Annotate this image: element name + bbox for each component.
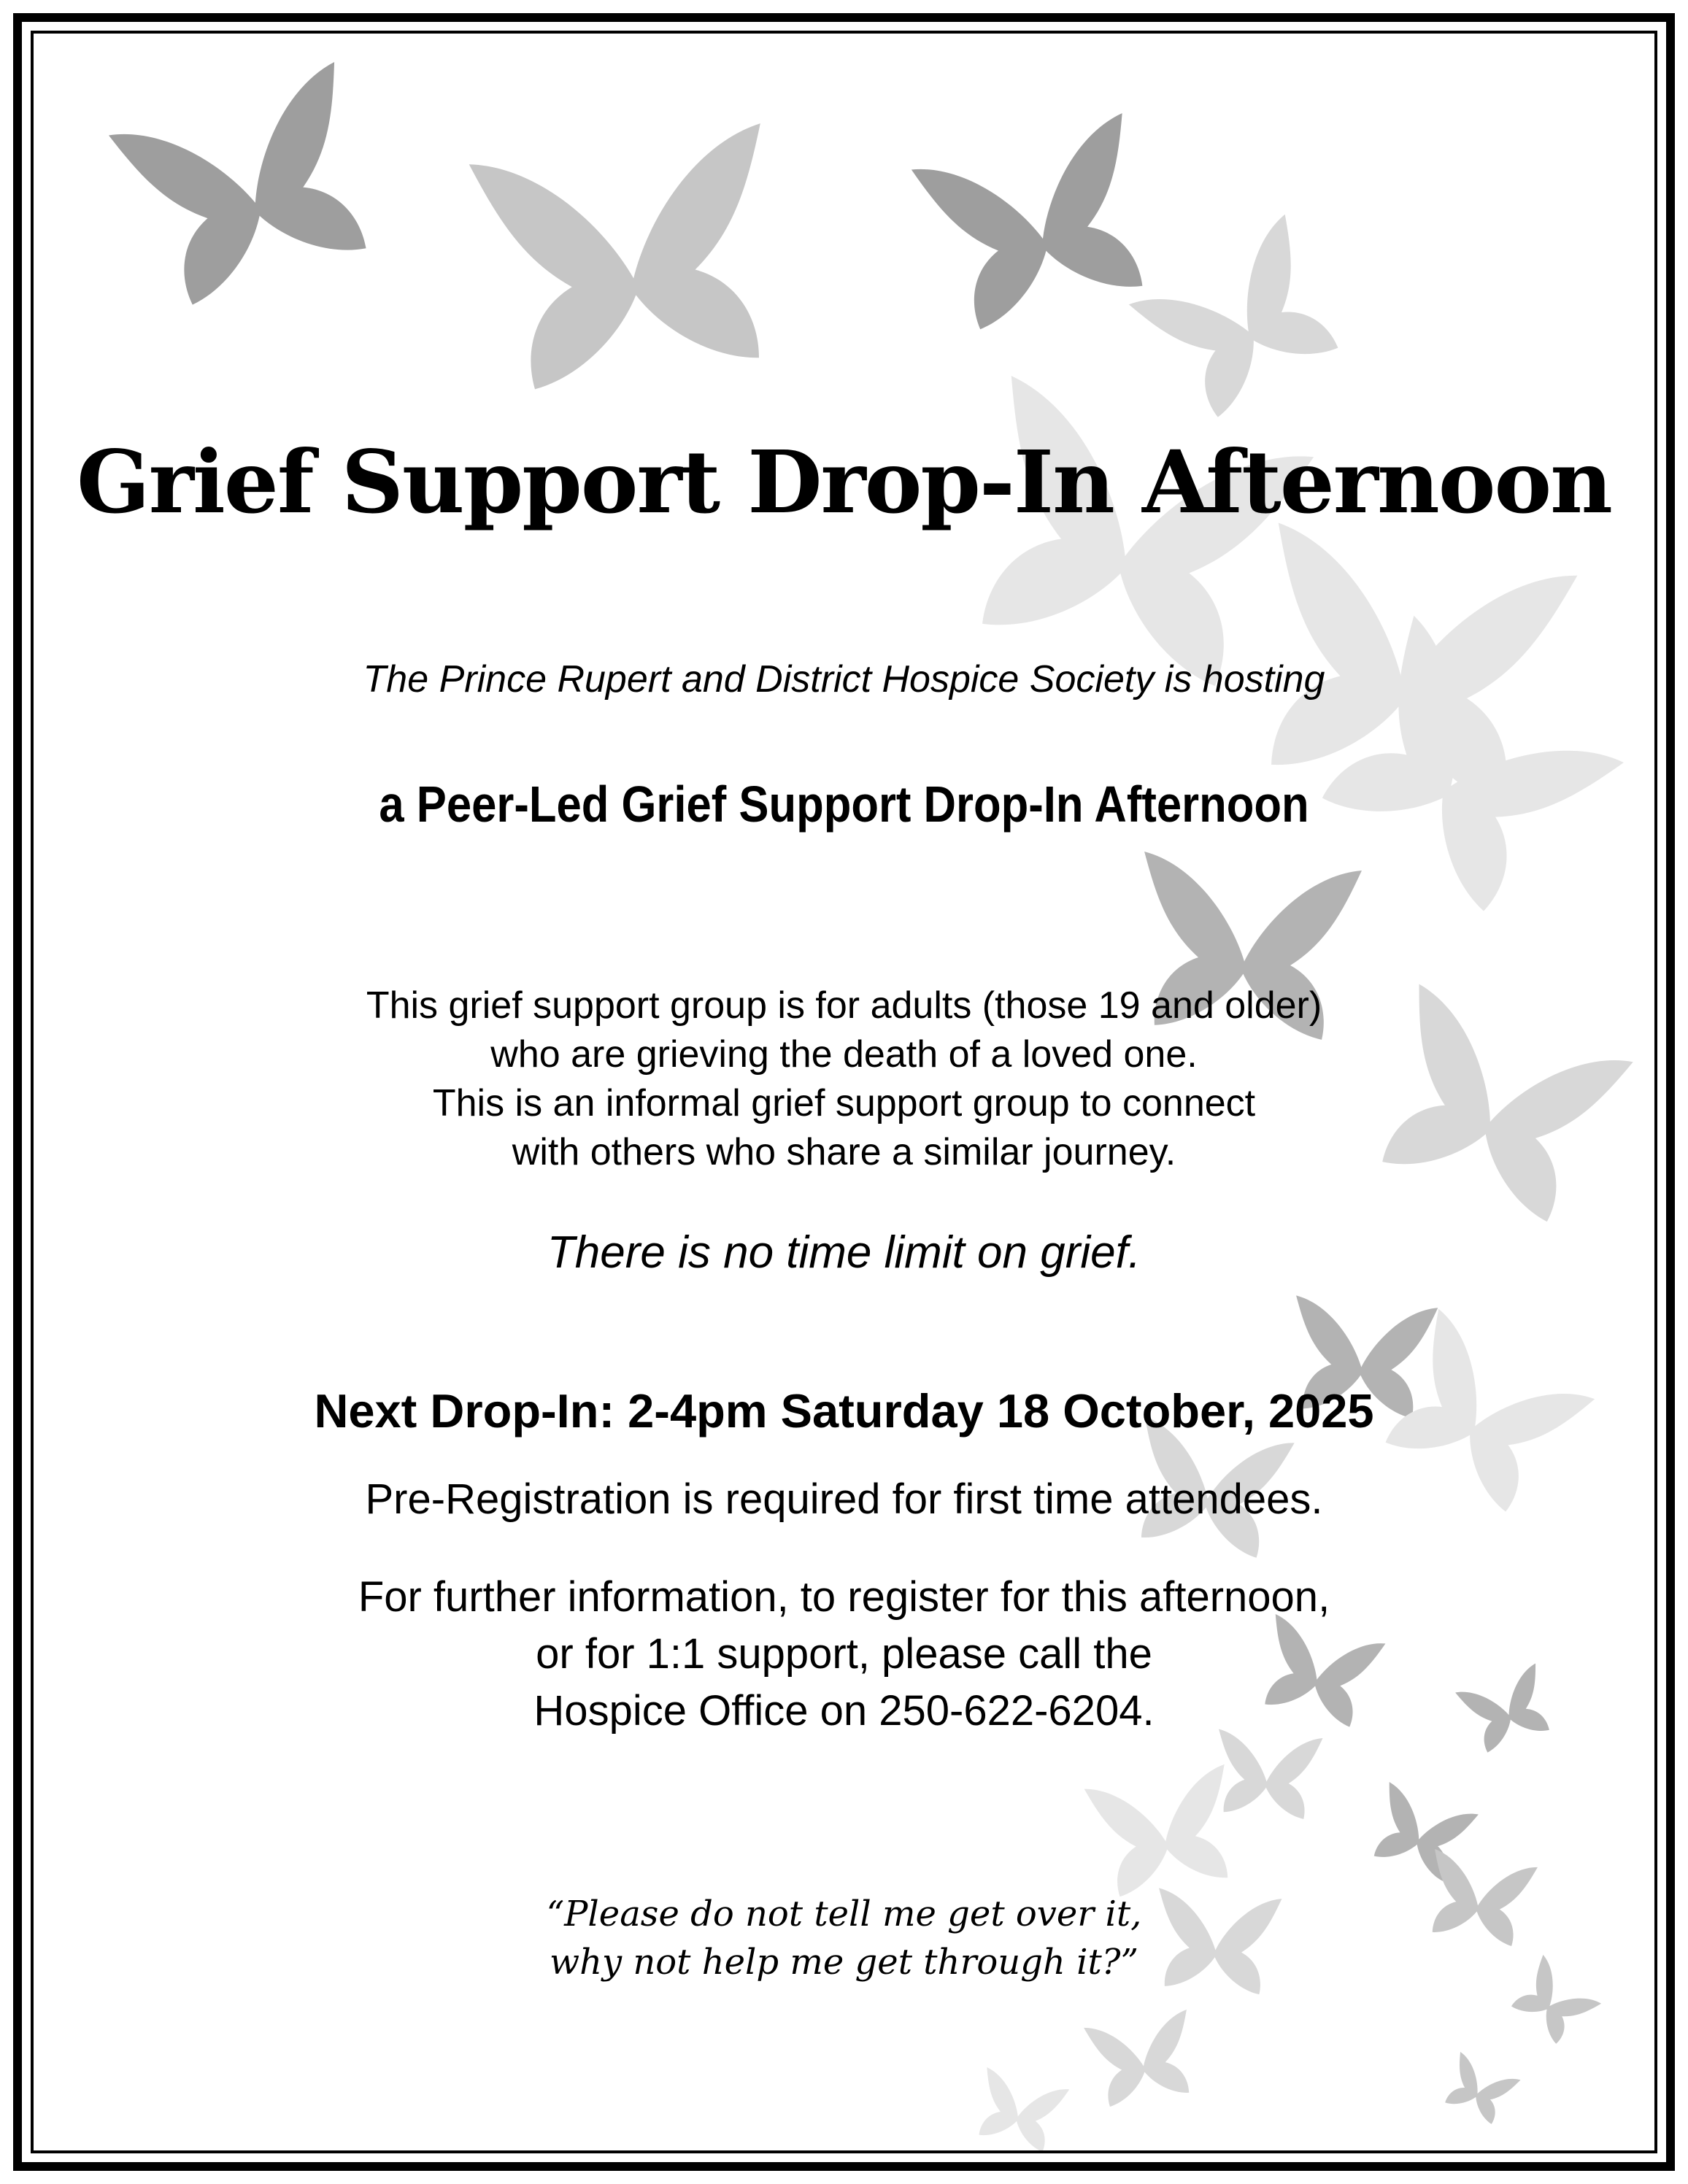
host-line: The Prince Rupert and District Hospice Society is hosting [363, 658, 1325, 701]
next-dropin: Next Drop-In: 2-4pm Saturday 18 October, 2025 [314, 1384, 1374, 1438]
info-line: or for 1:1 support, please call the [536, 1630, 1152, 1678]
description-line: with others who share a similar journey. [512, 1131, 1176, 1173]
quote [44, 1890, 1644, 1986]
page-title: Grief Support Drop-In Afternoon [77, 431, 1611, 533]
contact-info [44, 1569, 1644, 1740]
info-line: For further information, to register for this afternoon, [358, 1573, 1330, 1621]
quote-line: why not help me get through it?” [549, 1942, 1139, 1983]
quote-line: “Please do not tell me get over it, [546, 1894, 1142, 1934]
info-line: Hospice Office on 250-622-6204. [533, 1687, 1155, 1735]
description-line: who are grieving the death of a loved one. [490, 1033, 1198, 1076]
description-line: This grief support group is for adults (those 19 and older) [366, 984, 1322, 1027]
description-line: This is an informal grief support group to connect [432, 1082, 1256, 1124]
preregistration-note: Pre-Registration is required for first time attendees. [365, 1475, 1323, 1523]
tagline: There is no time limit on grief. [547, 1227, 1141, 1278]
description [44, 981, 1644, 1177]
event-subtitle: a Peer-Led Grief Support Drop-In Afternoon [379, 776, 1309, 833]
